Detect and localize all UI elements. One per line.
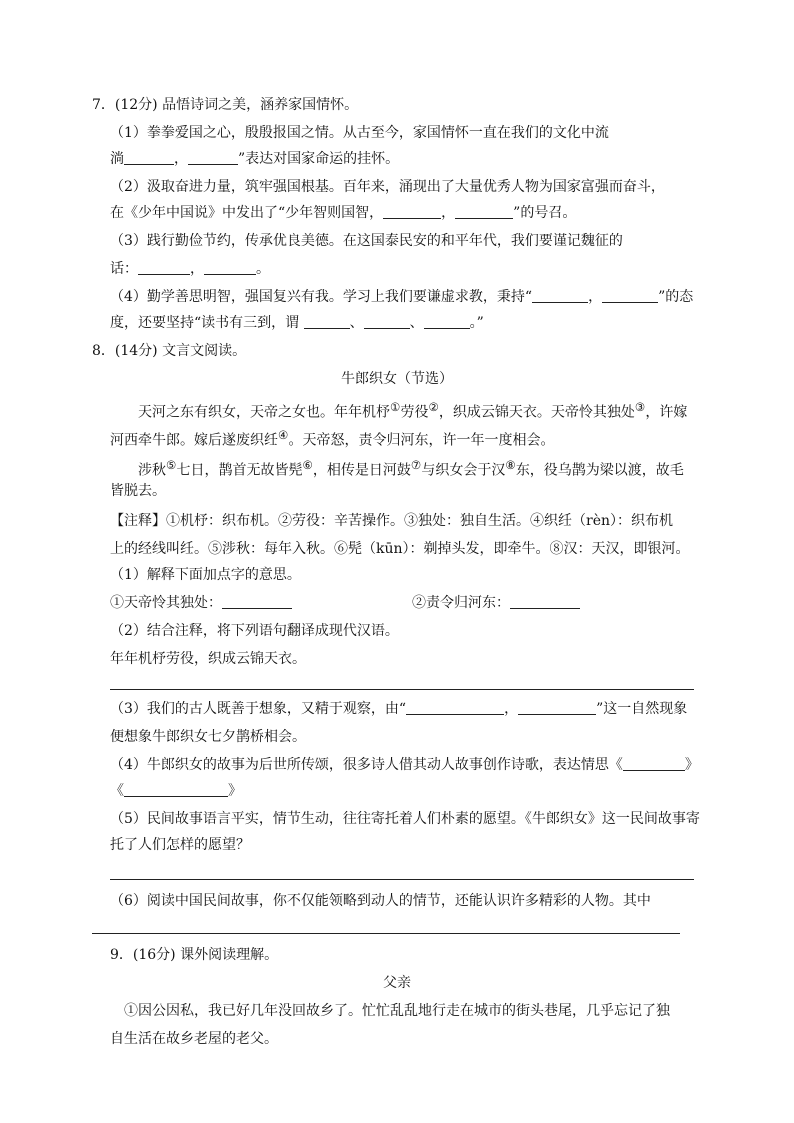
- q8-sub3-line2: 便想象牛郎织女七夕鹊桥相会。: [110, 729, 306, 745]
- text: ”的态: [658, 289, 694, 305]
- text: ，: [441, 205, 456, 221]
- note-marker: ④: [278, 428, 289, 442]
- q8-sub4-line2: [110, 782, 242, 800]
- answer-blank[interactable]: [364, 315, 410, 329]
- q9-title: 9．(16分) 课外阅读理解。: [110, 947, 279, 963]
- passage-line: [138, 398, 687, 422]
- answer-blank[interactable]: [204, 261, 256, 275]
- answer-blank[interactable]: [455, 205, 513, 219]
- answer-blank[interactable]: [518, 701, 596, 715]
- text: ，: [504, 701, 519, 717]
- text: ”表达对国家命运的挂怀。: [238, 151, 400, 167]
- answer-line[interactable]: [110, 689, 694, 690]
- text: 》: [684, 757, 699, 773]
- q8-sub5-line1: （5）民间故事语言平实，情节生动，往往寄托着人们朴素的愿望。《牛郎织女》这一民间故事寄: [110, 811, 700, 827]
- q8-sub6-line1: （6）阅读中国民间故事，你不仅能领略到动人的情节，还能认识许多精彩的人物。其中: [110, 893, 651, 909]
- passage-line: [138, 456, 684, 480]
- text: （3）我们的古人既善于想象，又精于观察，由“: [110, 701, 407, 717]
- q8-sub3-line1: [110, 700, 687, 718]
- q7-part1-line1: （1）拳拳爱国之心，殷殷报国之情。从古至今，家国情怀一直在我们的文化中流: [110, 125, 609, 141]
- q8-sub1-label: （1）解释下面加点字的意思。: [110, 567, 301, 583]
- answer-blank[interactable]: [124, 151, 174, 165]
- text: 河西牵牛郎。嫁后遂废织纴: [110, 432, 278, 449]
- q8-sub1-item-b: [412, 594, 580, 612]
- answer-blank[interactable]: [124, 783, 228, 797]
- text: 度，还要坚持“读书有三到，谓: [110, 315, 304, 331]
- answer-blank[interactable]: [510, 595, 580, 609]
- q7-part3-line2: [110, 260, 270, 278]
- note-marker: ①: [390, 400, 401, 414]
- answer-blank[interactable]: [623, 757, 685, 771]
- text: ①天帝怜其独处：: [110, 595, 222, 611]
- q7-part4-line1: [110, 288, 693, 306]
- answer-blank[interactable]: [383, 205, 441, 219]
- q8-sub4-line1: [110, 756, 699, 774]
- answer-line[interactable]: [110, 879, 694, 880]
- text: （4）牛郎织女的故事为后世所传颂，很多诗人借其动人故事创作诗歌，表达情思《: [110, 757, 623, 773]
- passage-line: ①因公因私，我已好几年没回故乡了。忙忙乱乱地行走在城市的街头巷尾，几乎忘记了独: [124, 1003, 670, 1019]
- text: ”这一自然现象: [596, 701, 688, 717]
- text: 与织女会于汉: [421, 462, 506, 479]
- passage-line: 自生活在故乡老屋的老父。: [110, 1031, 278, 1047]
- annotation-line: 【注释】①机杼：织布机。②劳役：辛苦操作。③独处：独自生活。④织纴（rèn）：织布机: [110, 513, 673, 529]
- q7-part4-line2: [110, 314, 484, 332]
- q8-sub2-label: （2）结合注释，将下列语句翻译成现代汉语。: [110, 623, 399, 639]
- note-marker: ⑦: [410, 458, 422, 472]
- text: ，许嫁: [645, 404, 688, 421]
- q8-title: 8．(14分) 文言文阅读。: [92, 343, 247, 359]
- annotation-line: 上的经线叫纴。⑤涉秋：每年入秋。⑥髡（kūn）：剃掉头发，即牵牛。⑧汉：天汉，即银河。: [110, 541, 690, 557]
- note-marker: ⑥: [302, 458, 313, 472]
- text: 天河之东有织女，天帝之女也。年年机杼: [138, 404, 390, 421]
- passage-line: [110, 426, 554, 450]
- note-marker: ⑤: [166, 458, 177, 472]
- text: ，相传是日河鼓: [312, 462, 411, 479]
- text: 在《少年中国说》中发出了“少年智则国智，: [110, 205, 384, 221]
- note-marker: ⑧: [505, 458, 516, 472]
- text: 东，役乌鹊为梁以渡，故毛: [515, 462, 684, 479]
- text: 、: [349, 315, 364, 331]
- passage-line: 皆脱去。: [110, 483, 166, 499]
- passage-title: 父亲: [383, 975, 411, 991]
- text: 七日，鹊首无故皆髡: [176, 462, 303, 479]
- text: ，: [588, 289, 603, 305]
- answer-blank[interactable]: [602, 289, 658, 303]
- text: ”的号召。: [513, 205, 577, 221]
- q8-sub2-sentence: 年年机杼劳役，织成云锦天衣。: [110, 651, 306, 667]
- passage-title: 牛郎织女（节选）: [341, 371, 453, 387]
- q7-part2-line1: （2）汲取奋进力量，筑牢强国根基。百年来，涌现出了大量优秀人物为国家富强而奋斗，: [110, 179, 665, 195]
- text: ②责令归河东：: [412, 595, 510, 611]
- answer-blank[interactable]: [138, 261, 190, 275]
- answer-line[interactable]: [92, 933, 680, 934]
- text: ，: [190, 261, 204, 277]
- answer-blank[interactable]: [304, 315, 350, 329]
- text: 劳役: [400, 404, 429, 421]
- q7-part2-line2: [110, 204, 576, 222]
- text: 。”: [469, 315, 484, 331]
- text: 、: [409, 315, 424, 331]
- q8-sub5-line2: 托了人们怎样的愿望？: [110, 837, 250, 853]
- answer-blank[interactable]: [222, 595, 292, 609]
- q7-title: 7．(12分) 品悟诗词之美，涵养家国情怀。: [92, 97, 359, 113]
- text: 。: [256, 261, 270, 277]
- answer-blank[interactable]: [532, 289, 588, 303]
- text: 淌: [110, 151, 124, 167]
- answer-blank[interactable]: [424, 315, 470, 329]
- text: （4）勤学善思明智，强国复兴有我。学习上我们要谦虚求教，秉持“: [110, 289, 533, 305]
- text: 《: [110, 783, 124, 799]
- text: 话：: [110, 261, 138, 277]
- answer-blank[interactable]: [188, 151, 238, 165]
- text: 。天帝怒，责令归河东，许一年一度相会。: [288, 432, 555, 449]
- q7-part1-line2: [110, 150, 399, 168]
- note-marker: ③: [634, 400, 646, 414]
- note-marker: ②: [428, 400, 439, 414]
- q8-sub1-item-a: [110, 594, 292, 612]
- text: ，织成云锦天衣。天帝怜其独处: [438, 404, 635, 421]
- text: 》: [228, 783, 242, 799]
- q7-part3-line1: （3）践行勤俭节约，传承优良美德。在这国泰民安的和平年代，我们要谨记魏征的: [110, 233, 623, 249]
- answer-blank[interactable]: [406, 701, 504, 715]
- text: ，: [174, 151, 188, 167]
- text: 涉秋: [138, 462, 166, 479]
